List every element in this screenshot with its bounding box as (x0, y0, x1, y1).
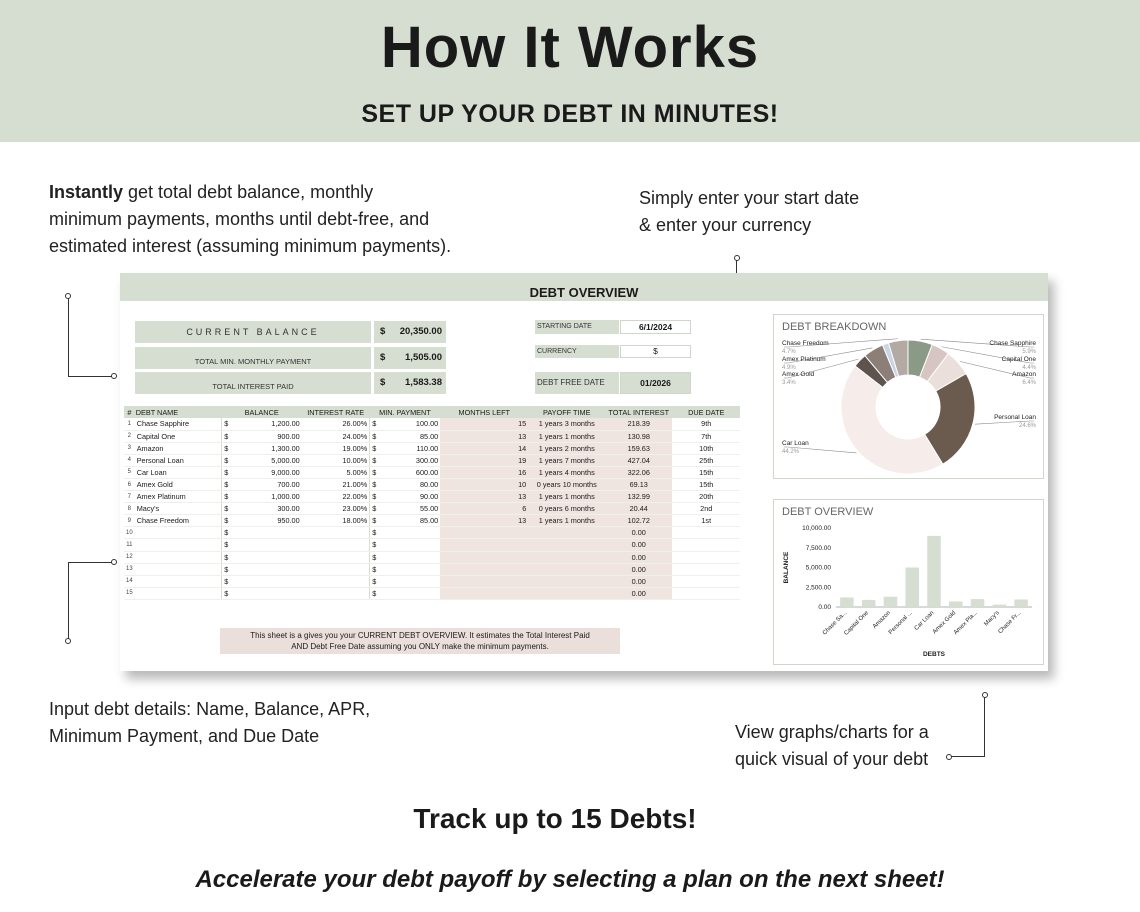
min-payment-cell[interactable]: 55.00 (378, 503, 440, 515)
currency-cell[interactable]: $ (370, 515, 379, 527)
column-header: PAYOFF TIME (528, 406, 605, 418)
page-subtitle: SET UP YOUR DEBT IN MINUTES! (361, 100, 779, 128)
x-tick-label: Amex Gold (931, 610, 958, 636)
currency-cell[interactable]: $ (222, 491, 232, 503)
interest-rate-cell[interactable] (302, 563, 370, 575)
row-number: 1 (124, 418, 135, 430)
months-left-cell[interactable] (440, 527, 528, 539)
row-number: 11 (124, 539, 135, 551)
note-line: Minimum Payment, and Due Date (49, 726, 320, 746)
payoff-time-cell[interactable]: 1 years 4 months (528, 466, 605, 478)
months-left-cell[interactable] (440, 575, 528, 587)
table-row (124, 454, 740, 466)
months-left-cell[interactable]: 15 (440, 418, 528, 430)
balance-cell[interactable] (232, 575, 302, 587)
debt-name-cell[interactable] (135, 527, 222, 539)
currency-cell[interactable]: $ (370, 551, 379, 563)
donut-pct-label: 4.9% (782, 365, 796, 371)
debt-breakdown-panel (773, 314, 1044, 479)
min-payment-cell[interactable] (378, 551, 440, 563)
donut-pct-label: 44.2% (782, 449, 800, 455)
connector-dot (734, 255, 740, 261)
interest-rate-cell[interactable] (302, 539, 370, 551)
bar-6 (971, 599, 985, 607)
interest-value: 1,583.38 (405, 377, 442, 388)
balance-cell[interactable] (232, 563, 302, 575)
balance-cell[interactable] (232, 539, 302, 551)
connector-dot (982, 692, 988, 698)
months-left-cell[interactable] (440, 587, 528, 599)
row-number: 14 (124, 575, 135, 587)
x-tick-label: Chase Fr... (997, 610, 1023, 636)
row-number: 2 (124, 430, 135, 442)
row-number: 7 (124, 491, 135, 503)
sheet-footnote (220, 628, 620, 654)
payoff-time-cell[interactable]: 1 years 2 months (528, 442, 605, 454)
donut-pct-label: 24.6% (1018, 423, 1036, 429)
table-row (124, 575, 740, 587)
connector-dot (111, 373, 117, 379)
currency-cell[interactable]: $ (370, 563, 379, 575)
currency-cell[interactable]: $ (370, 587, 379, 599)
currency-symbol: $ (380, 326, 386, 337)
column-header: MIN. PAYMENT (370, 406, 441, 418)
min-payment-cell[interactable] (378, 575, 440, 587)
due-date-cell[interactable]: 25th (672, 454, 740, 466)
payoff-time-cell[interactable]: 1 years 3 months (528, 418, 605, 430)
currency-label: CURRENCY (535, 345, 619, 358)
payoff-time-cell[interactable]: 1 years 7 months (528, 454, 605, 466)
months-left-cell[interactable] (440, 539, 528, 551)
row-number: 5 (124, 466, 135, 478)
min-payment-cell[interactable] (378, 527, 440, 539)
bar-0 (840, 598, 854, 607)
y-tick-label: 0.00 (818, 604, 831, 611)
payoff-time-cell[interactable]: 1 years 1 months (528, 491, 605, 503)
x-tick-label: Amazon (872, 610, 892, 630)
debt-name-cell[interactable]: Personal Loan (135, 454, 222, 466)
y-tick-label: 7,500.00 (805, 544, 831, 552)
currency-cell[interactable]: $ (370, 575, 379, 587)
table-row (124, 551, 740, 563)
payoff-time-cell[interactable] (528, 527, 605, 539)
current-balance-label: CURRENT BALANCE (135, 321, 371, 343)
due-date-cell[interactable] (672, 587, 740, 599)
due-date-cell[interactable]: 1st (672, 515, 740, 527)
interest-rate-cell[interactable]: 22.00% (302, 491, 370, 503)
donut-pct-label: 4.7% (782, 349, 796, 355)
balance-cell[interactable]: 300.00 (232, 503, 302, 515)
months-left-cell[interactable] (440, 551, 528, 563)
row-number: 3 (124, 442, 135, 454)
debt-name-cell[interactable] (135, 551, 222, 563)
min-payment-cell[interactable] (378, 563, 440, 575)
row-number: 10 (124, 527, 135, 539)
currency-cell[interactable]: $ (370, 430, 379, 442)
currency-cell[interactable]: $ (222, 563, 232, 575)
donut-chart (774, 315, 1043, 478)
payoff-time-cell[interactable] (528, 575, 605, 587)
currency-cell[interactable]: $ (370, 466, 379, 478)
donut-label: Amex Platinum (782, 356, 826, 363)
connector-charts (950, 696, 985, 757)
column-header: DEBT NAME (135, 406, 222, 418)
min-payment-cell (374, 347, 446, 369)
min-payment-cell[interactable]: 110.00 (378, 442, 440, 454)
y-axis-label: BALANCE (783, 551, 790, 584)
total-interest-cell[interactable]: 69.13 (605, 478, 672, 490)
interest-rate-cell[interactable]: 26.00% (302, 418, 370, 430)
debt-name-cell[interactable] (135, 575, 222, 587)
note-line: get total debt balance, monthly (123, 182, 374, 202)
balance-cell[interactable]: 1,000.00 (232, 491, 302, 503)
balance-cell[interactable]: 700.00 (232, 478, 302, 490)
currency-symbol: $ (380, 377, 386, 388)
currency-cell[interactable]: $ (370, 491, 379, 503)
table-row (124, 503, 740, 515)
total-interest-cell[interactable]: 0.00 (605, 575, 672, 587)
debt-name-cell[interactable] (135, 563, 222, 575)
donut-label: Personal Loan (994, 414, 1036, 421)
currency-cell[interactable]: $ (370, 539, 379, 551)
due-date-cell[interactable]: 10th (672, 442, 740, 454)
connector-summary (68, 297, 114, 377)
note-graphs (735, 719, 975, 773)
debt-free-date-value: 01/2026 (620, 372, 691, 394)
note-bold-word: Instantly (49, 182, 124, 202)
connector-dot (65, 293, 71, 299)
currency-cell[interactable]: $ (222, 418, 232, 430)
interest-rate-cell[interactable] (302, 587, 370, 599)
due-date-cell[interactable]: 15th (672, 466, 740, 478)
note-line: estimated interest (assuming minimum payments). (49, 236, 452, 256)
note-input-details (49, 696, 429, 750)
months-left-cell[interactable]: 13 (440, 515, 528, 527)
payoff-time-cell[interactable] (528, 551, 605, 563)
currency-cell[interactable]: $ (222, 442, 232, 454)
currency-cell[interactable]: $ (222, 478, 232, 490)
donut-pct-label: 4.4% (1022, 365, 1036, 371)
months-left-cell[interactable]: 19 (440, 454, 528, 466)
column-header: DUE DATE (672, 406, 740, 418)
donut-pct-label: 3.4% (782, 380, 796, 386)
currency-cell[interactable]: $ (222, 503, 232, 515)
payoff-time-cell[interactable]: 0 years 6 months (528, 503, 605, 515)
min-payment-cell[interactable]: 80.00 (378, 478, 440, 490)
table-row (124, 527, 740, 539)
debt-overview-sheet (120, 273, 1048, 671)
row-number: 6 (124, 478, 135, 490)
due-date-cell[interactable] (672, 563, 740, 575)
currency-cell[interactable]: $ (222, 466, 232, 478)
column-header: MONTHS LEFT (440, 406, 528, 418)
interest-rate-cell[interactable]: 5.00% (302, 466, 370, 478)
interest-label: TOTAL INTEREST PAID (135, 372, 371, 394)
donut-label: Chase Sapphire (989, 340, 1036, 347)
currency-input[interactable]: $ (620, 345, 691, 358)
donut-label: Capital One (1001, 356, 1036, 363)
currency-cell[interactable]: $ (222, 454, 232, 466)
y-tick-label: 10,000.00 (802, 525, 831, 532)
payoff-time-cell[interactable] (528, 563, 605, 575)
current-balance-cell (374, 321, 446, 343)
currency-cell[interactable]: $ (370, 454, 379, 466)
total-interest-cell[interactable]: 322.06 (605, 466, 672, 478)
table-row (124, 539, 740, 551)
debt-name-cell[interactable]: Chase Sapphire (135, 418, 222, 430)
bar-8 (1014, 599, 1028, 607)
interest-rate-cell[interactable]: 21.00% (302, 478, 370, 490)
min-payment-cell[interactable] (378, 587, 440, 599)
total-interest-cell[interactable]: 159.63 (605, 442, 672, 454)
total-interest-cell[interactable]: 0.00 (605, 587, 672, 599)
note-line: Input debt details: Name, Balance, APR, (49, 699, 371, 719)
note-start-date (639, 185, 919, 239)
donut-label: Amex Gold (782, 371, 815, 378)
currency-cell[interactable]: $ (370, 478, 379, 490)
due-date-cell[interactable]: 9th (672, 418, 740, 430)
bar-5 (949, 601, 963, 607)
min-payment-cell[interactable]: 100.00 (378, 418, 440, 430)
row-number: 12 (124, 551, 135, 563)
balance-cell[interactable] (232, 551, 302, 563)
min-payment-cell[interactable]: 85.00 (378, 430, 440, 442)
chart-title: DEBT OVERVIEW (782, 506, 874, 518)
donut-label: Car Loan (782, 440, 809, 447)
min-payment-cell[interactable]: 300.00 (378, 454, 440, 466)
bar-chart (774, 500, 1043, 664)
payoff-time-cell[interactable] (528, 587, 605, 599)
currency-cell[interactable]: $ (222, 587, 232, 599)
currency-cell[interactable]: $ (222, 551, 232, 563)
interest-rate-cell[interactable] (302, 551, 370, 563)
connector-dot (946, 754, 952, 760)
row-number: 4 (124, 454, 135, 466)
bar-4 (927, 536, 941, 607)
note-line: minimum payments, months until debt-free, and (49, 209, 430, 229)
interest-cell (374, 372, 446, 394)
table-header-row (124, 406, 740, 418)
interest-rate-cell[interactable] (302, 575, 370, 587)
months-left-cell[interactable]: 10 (440, 478, 528, 490)
debt-overview-chart-panel (773, 499, 1044, 665)
due-date-cell[interactable]: 7th (672, 430, 740, 442)
total-interest-cell[interactable]: 0.00 (605, 539, 672, 551)
payoff-time-cell[interactable]: 1 years 1 months (528, 430, 605, 442)
note-instantly (49, 179, 509, 260)
page-title: How It Works (380, 15, 760, 80)
months-left-cell[interactable]: 14 (440, 442, 528, 454)
interest-rate-cell[interactable]: 24.00% (302, 430, 370, 442)
connector-dot (65, 638, 71, 644)
months-left-cell[interactable]: 6 (440, 503, 528, 515)
min-payment-cell[interactable] (378, 539, 440, 551)
accelerate-tagline: Accelerate your debt payoff by selecting a plan on the next sheet! (195, 866, 945, 893)
x-tick-label: Capital One (843, 610, 871, 637)
total-interest-cell[interactable]: 218.39 (605, 418, 672, 430)
column-header: BALANCE (222, 406, 302, 418)
row-number: 13 (124, 563, 135, 575)
balance-cell[interactable] (232, 587, 302, 599)
due-date-cell[interactable] (672, 527, 740, 539)
table-row (124, 478, 740, 490)
interest-rate-cell[interactable]: 23.00% (302, 503, 370, 515)
total-interest-cell[interactable]: 427.04 (605, 454, 672, 466)
column-header: INTEREST RATE (302, 406, 370, 418)
currency-symbol: $ (380, 352, 386, 363)
connector-table (68, 562, 114, 641)
debt-name-cell[interactable] (135, 539, 222, 551)
currency-cell[interactable]: $ (370, 503, 379, 515)
interest-rate-cell[interactable] (302, 527, 370, 539)
due-date-cell[interactable] (672, 575, 740, 587)
total-interest-cell[interactable]: 20.44 (605, 503, 672, 515)
due-date-cell[interactable]: 15th (672, 478, 740, 490)
min-payment-cell[interactable]: 600.00 (378, 466, 440, 478)
debt-name-cell[interactable]: Amex Gold (135, 478, 222, 490)
footnote-line: AND Debt Free Date assuming you ONLY make the minimum payments. (291, 642, 549, 651)
note-line: quick visual of your debt (735, 749, 929, 769)
table-row (124, 587, 740, 599)
total-interest-cell[interactable]: 0.00 (605, 551, 672, 563)
table-row (124, 563, 740, 575)
y-tick-label: 5,000.00 (805, 564, 831, 572)
currency-cell[interactable]: $ (370, 527, 379, 539)
table-row (124, 418, 740, 430)
bar-1 (862, 600, 876, 607)
y-tick-label: 2,500.00 (805, 584, 831, 592)
total-interest-cell[interactable]: 0.00 (605, 563, 672, 575)
table-row (124, 491, 740, 503)
donut-label: Chase Freedom (782, 340, 829, 347)
table-row (124, 515, 740, 527)
x-axis-label: DEBTS (922, 651, 946, 658)
currency-cell[interactable]: $ (370, 418, 379, 430)
debt-table (124, 406, 740, 600)
currency-cell[interactable]: $ (222, 527, 232, 539)
min-payment-cell[interactable]: 85.00 (378, 515, 440, 527)
footnote-line: This sheet is a gives you your CURRENT DEBT OVERVIEW. It estimates the Total Interest Paid (250, 631, 590, 640)
balance-cell[interactable]: 1,300.00 (232, 442, 302, 454)
balance-cell[interactable]: 1,200.00 (232, 418, 302, 430)
starting-date-label: STARTING DATE (535, 320, 619, 334)
debt-name-cell[interactable]: Capital One (135, 430, 222, 442)
balance-cell[interactable]: 9,000.00 (232, 466, 302, 478)
connector-dot (111, 559, 117, 565)
note-line: View graphs/charts for a (735, 722, 929, 742)
payoff-time-cell[interactable]: 0 years 10 months (528, 478, 605, 490)
balance-cell[interactable] (232, 527, 302, 539)
x-tick-label: Chase Sa... (821, 610, 849, 637)
row-number: 15 (124, 587, 135, 599)
min-payment-cell[interactable]: 90.00 (378, 491, 440, 503)
currency-cell[interactable]: $ (370, 442, 379, 454)
x-tick-label: Personal ... (887, 610, 914, 636)
total-interest-cell[interactable]: 0.00 (605, 527, 672, 539)
min-payment-value: 1,505.00 (405, 352, 442, 363)
column-header: # (124, 406, 135, 418)
table-row (124, 442, 740, 454)
track-debts-heading: Track up to 15 Debts! (413, 803, 697, 834)
bar-2 (884, 597, 898, 607)
debt-name-cell[interactable]: Amex Platinum (135, 491, 222, 503)
donut-pct-label: 5.9% (1022, 349, 1036, 355)
due-date-cell[interactable] (672, 551, 740, 563)
x-tick-label: Amex Pla... (953, 610, 979, 637)
starting-date-input[interactable]: 6/1/2024 (620, 320, 691, 334)
donut-label: Amazon (1012, 371, 1036, 378)
debt-name-cell[interactable] (135, 587, 222, 599)
bar-3 (905, 568, 919, 608)
payoff-time-cell[interactable] (528, 539, 605, 551)
table-row (124, 466, 740, 478)
months-left-cell[interactable]: 13 (440, 430, 528, 442)
currency-cell[interactable]: $ (222, 575, 232, 587)
note-line: Simply enter your start date (639, 188, 860, 208)
debt-name-cell[interactable]: Macy's (135, 503, 222, 515)
due-date-cell[interactable] (672, 539, 740, 551)
debt-name-cell[interactable]: Amazon (135, 442, 222, 454)
balance-cell[interactable]: 950.00 (232, 515, 302, 527)
currency-cell[interactable]: $ (222, 539, 232, 551)
currency-cell[interactable]: $ (222, 430, 232, 442)
sheet-title-bar (120, 273, 1048, 301)
total-interest-cell[interactable]: 132.99 (605, 491, 672, 503)
debt-name-cell[interactable]: Car Loan (135, 466, 222, 478)
months-left-cell[interactable] (440, 563, 528, 575)
row-number: 9 (124, 515, 135, 527)
debt-free-date-label: DEBT FREE DATE (535, 372, 619, 394)
sheet-title: DEBT OVERVIEW (529, 285, 639, 300)
x-tick-label: Macy's (983, 610, 1001, 628)
x-tick-label: Car Loan (913, 610, 936, 632)
donut-pct-label: 6.4% (1022, 380, 1036, 386)
header-banner (0, 0, 1140, 142)
interest-rate-cell[interactable]: 19.00% (302, 442, 370, 454)
debt-name-cell[interactable]: Chase Freedom (135, 515, 222, 527)
column-header: TOTAL INTEREST (605, 406, 672, 418)
row-number: 8 (124, 503, 135, 515)
table-row (124, 430, 740, 442)
interest-rate-cell[interactable]: 18.00% (302, 515, 370, 527)
min-payment-label: TOTAL MIN. MONTHLY PAYMENT (135, 347, 371, 369)
balance-cell[interactable]: 900.00 (232, 430, 302, 442)
chart-title: DEBT BREAKDOWN (782, 321, 887, 333)
current-balance-value: 20,350.00 (399, 326, 442, 337)
due-date-cell[interactable]: 20th (672, 491, 740, 503)
total-interest-cell[interactable]: 130.98 (605, 430, 672, 442)
payoff-time-cell[interactable]: 1 years 1 months (528, 515, 605, 527)
currency-cell[interactable]: $ (222, 515, 232, 527)
note-line: & enter your currency (639, 215, 812, 235)
months-left-cell[interactable]: 13 (440, 491, 528, 503)
months-left-cell[interactable]: 16 (440, 466, 528, 478)
interest-rate-cell[interactable]: 10.00% (302, 454, 370, 466)
bar-7 (993, 605, 1007, 607)
total-interest-cell[interactable]: 102.72 (605, 515, 672, 527)
balance-cell[interactable]: 5,000.00 (232, 454, 302, 466)
due-date-cell[interactable]: 2nd (672, 503, 740, 515)
